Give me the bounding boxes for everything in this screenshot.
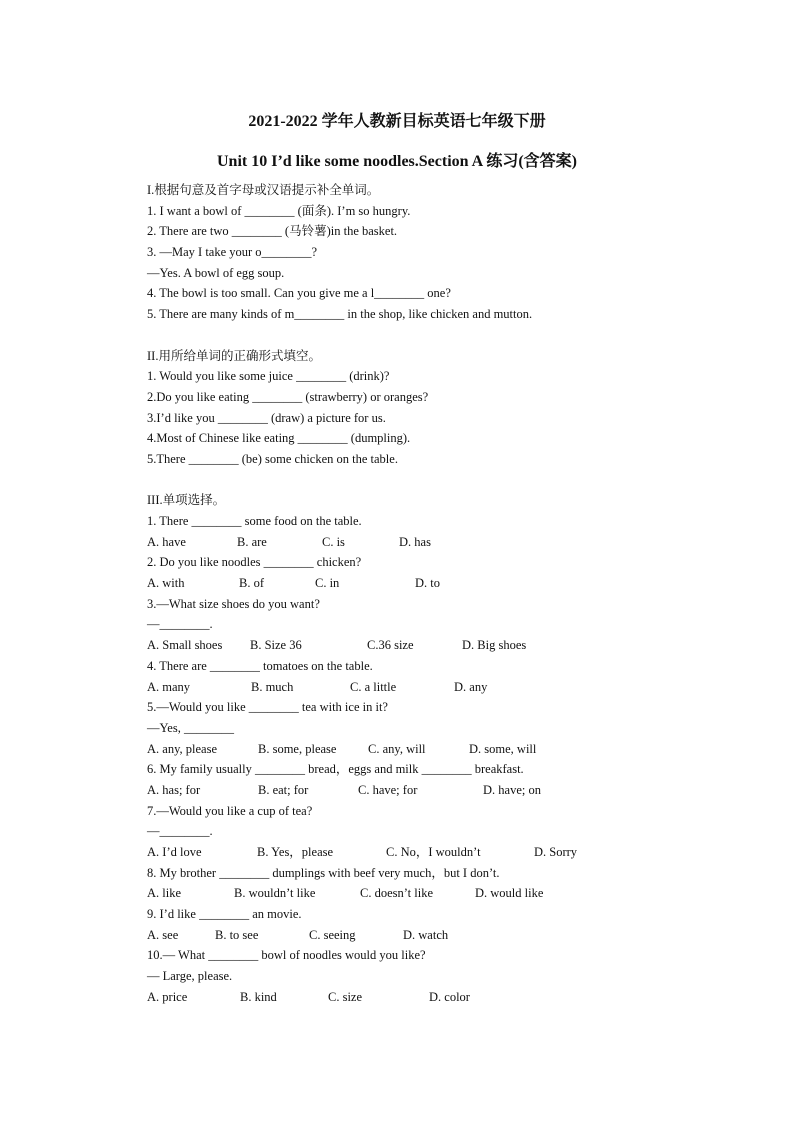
- section-3-heading: III.单项选择。: [147, 493, 226, 508]
- answer-options: [147, 739, 747, 760]
- answer-option: A. I’d love: [147, 845, 202, 859]
- answer-option: C. in: [315, 576, 340, 591]
- answer-options: [147, 925, 747, 946]
- answer-option: D. have; on: [483, 782, 541, 797]
- section-2-line: 2.Do you like eating ________ (strawberry) or oranges?: [147, 389, 429, 404]
- document-title: 2021-2022 学年人教新目标英语七年级下册: [248, 113, 546, 130]
- question-text: 8. My brother ________ dumplings with beef very much，but I don’t.: [147, 865, 500, 880]
- answer-option: C. No，I wouldn’t: [386, 845, 481, 859]
- question-text: —________.: [147, 824, 213, 839]
- answer-option: A. have: [147, 534, 186, 549]
- exercise-content: [147, 180, 747, 1008]
- section-2-heading: II.用所给单词的正确形式填空。: [147, 348, 321, 363]
- answer-option: D. Big shoes: [462, 638, 527, 653]
- answer-option: D. would like: [475, 886, 544, 901]
- section-1-heading: I.根据句意及首字母或汉语提示补全单词。: [147, 183, 380, 197]
- answer-option: B. are: [237, 534, 267, 549]
- answer-option: B. some, please: [258, 741, 337, 756]
- answer-option: B. much: [251, 679, 294, 694]
- answer-option: A. like: [147, 886, 182, 901]
- answer-option: A. with: [147, 576, 185, 591]
- answer-option: B. to see: [215, 927, 259, 942]
- section-2-line: 5.There ________ (be) some chicken on the table.: [147, 451, 398, 466]
- answer-options: [147, 635, 747, 656]
- answer-option: B. wouldn’t like: [234, 886, 316, 901]
- answer-option: A. any, please: [147, 741, 217, 756]
- section-1-line: —Yes. A bowl of egg soup.: [147, 265, 285, 280]
- question-text: —________.: [147, 617, 213, 632]
- answer-option: C. size: [328, 989, 363, 1004]
- question-text: 4. There are ________ tomatoes on the table.: [147, 658, 373, 673]
- answer-option: B. Size 36: [250, 638, 302, 653]
- answer-option: C. a little: [350, 679, 397, 694]
- section-2-line: 3.I’d like you ________ (draw) a picture for us.: [147, 410, 386, 425]
- answer-option: D. Sorry: [534, 845, 578, 859]
- answer-option: C.36 size: [367, 638, 414, 653]
- section-1-line: 5. There are many kinds of m________ in the shop, like chicken and mutton.: [147, 307, 533, 322]
- answer-option: D. any: [454, 679, 488, 694]
- section-2-line: 1. Would you like some juice ________ (drink)?: [147, 369, 390, 384]
- answer-option: A. Small shoes: [147, 638, 223, 653]
- answer-options: [147, 677, 747, 698]
- answer-option: D. has: [399, 534, 431, 549]
- answer-options: [147, 532, 747, 553]
- question-text: 9. I’d like ________ an movie.: [147, 907, 302, 922]
- question-text: 10.— What ________ bowl of noodles would you like?: [147, 948, 426, 963]
- question-text: 6. My family usually ________ bread，eggs and milk ________ breakfast.: [147, 762, 524, 777]
- answer-options: [147, 780, 747, 801]
- answer-option: A. many: [147, 679, 191, 694]
- answer-option: D. some, will: [469, 741, 537, 756]
- answer-option: C. seeing: [309, 927, 356, 942]
- answer-option: C. any, will: [368, 741, 426, 756]
- question-text: 5.—Would you like ________ tea with ice in it?: [147, 700, 388, 715]
- section-1-line: 1. I want a bowl of ________ (面条). I’m so hungry.: [147, 203, 411, 218]
- answer-options: [147, 842, 747, 863]
- question-text: 1. There ________ some food on the table.: [147, 514, 362, 528]
- question-text: 3.—What size shoes do you want?: [147, 596, 320, 611]
- answer-option: C. is: [322, 534, 345, 549]
- answer-option: D. watch: [403, 927, 449, 942]
- question-text: 7.—Would you like a cup of tea?: [147, 803, 313, 818]
- answer-option: A. see: [147, 927, 179, 942]
- answer-options: [147, 573, 747, 594]
- multiple-choice-list: [147, 511, 747, 1008]
- answer-option: A. has; for: [147, 782, 201, 797]
- answer-options: [147, 883, 747, 904]
- answer-option: B. Yes，please: [257, 845, 334, 859]
- answer-option: A. price: [147, 989, 188, 1004]
- question-text: 2. Do you like noodles ________ chicken?: [147, 555, 362, 570]
- section-1-line: 2. There are two ________ (马铃薯)in the basket.: [147, 224, 398, 239]
- section-1-line: 3. —May I take your o________?: [147, 245, 318, 260]
- document-subtitle: Unit 10 I’d like some noodles.Section A 练习(含答案): [216, 153, 578, 170]
- answer-option: B. of: [239, 576, 264, 591]
- question-text: — Large, please.: [147, 969, 233, 984]
- answer-option: B. eat; for: [258, 782, 309, 797]
- question-text: —Yes, ________: [147, 720, 234, 735]
- section-1-line: 4. The bowl is too small. Can you give me a l________ one?: [147, 286, 451, 301]
- answer-option: D. color: [429, 989, 470, 1004]
- answer-option: B. kind: [240, 989, 277, 1004]
- answer-options: [147, 987, 747, 1008]
- section-2-line: 4.Most of Chinese like eating ________ (dumpling).: [147, 431, 411, 446]
- answer-option: D. to: [415, 576, 440, 591]
- answer-option: C. doesn’t like: [360, 886, 434, 901]
- answer-option: C. have; for: [358, 782, 418, 797]
